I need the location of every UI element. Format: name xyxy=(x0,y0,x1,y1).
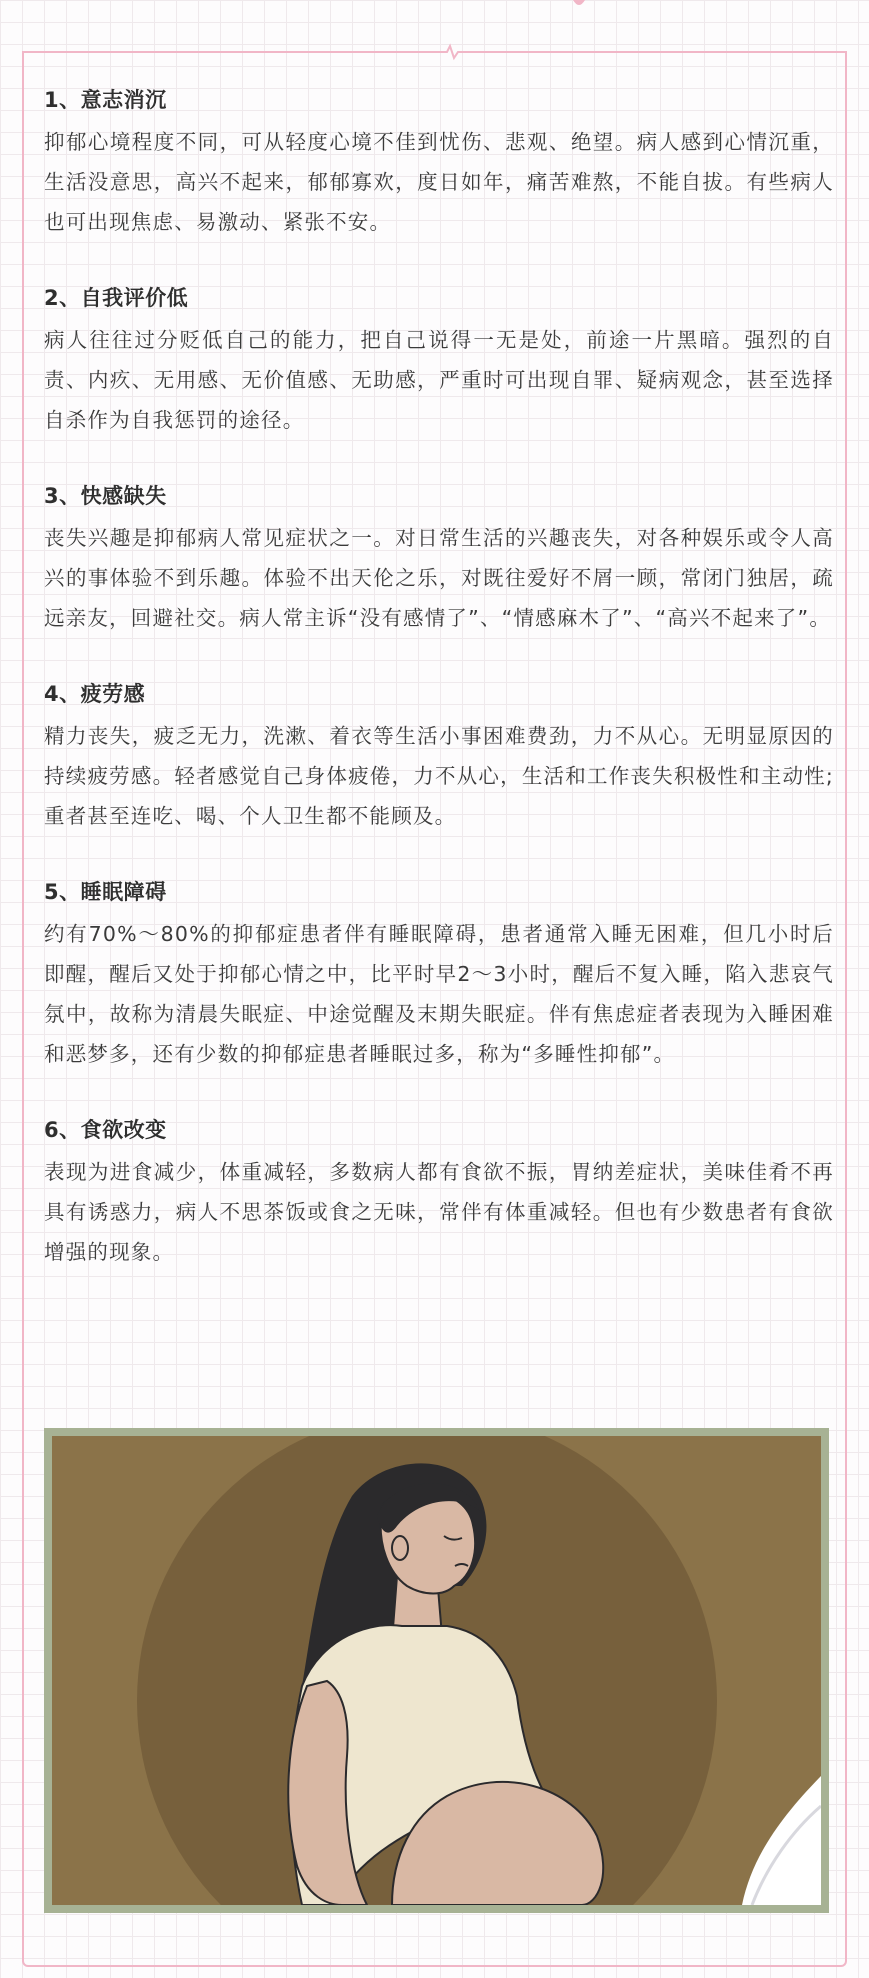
section-heading: 2、自我评价低 xyxy=(44,286,189,310)
section-1 xyxy=(44,82,834,242)
pregnant-woman-illustration xyxy=(44,1428,829,1913)
section-heading: 3、快感缺失 xyxy=(44,484,167,508)
section-body: 表现为进食减少，体重减轻，多数病人都有食欲不振，胃纳差症状，美味佳肴不再具有诱惑力，病人不思茶饭或食之无味，常伴有体重减轻。但也有少数患者有食欲增强的现象。 xyxy=(44,1160,834,1264)
section-heading: 6、食欲改变 xyxy=(44,1118,167,1142)
page-curl-icon xyxy=(742,1776,821,1905)
section-body: 精力丧失，疲乏无力，洗漱、着衣等生活小事困难费劲，力不从心。无明显原因的持续疲劳感。轻者感觉自己身体疲倦，力不从心，生活和工作丧失积极性和主动性;重者甚至连吃、喝、个人卫生都不能顾及。 xyxy=(44,724,834,828)
section-heading: 1、意志消沉 xyxy=(44,88,167,112)
section-4 xyxy=(44,676,834,836)
section-body: 抑郁心境程度不同，可从轻度心境不佳到忧伤、悲观、绝望。病人感到心情沉重，生活没意思，高兴不起来，郁郁寡欢，度日如年，痛苦难熬，不能自拔。有些病人也可出现焦虑、易激动、紧张不安。 xyxy=(44,130,834,234)
section-heading: 4、疲劳感 xyxy=(44,682,146,706)
section-5 xyxy=(44,874,834,1074)
section-2 xyxy=(44,280,834,440)
section-6 xyxy=(44,1112,834,1272)
section-body: 约有70%～80%的抑郁症患者伴有睡眠障碍，患者通常入睡无困难，但几小时后即醒，醒后又处于抑郁心情之中，比平时早2～3小时，醒后不复入睡，陷入悲哀气氛中，故称为清晨失眠症、中途觉醒及末期失眠症。伴有焦虑症者表现为入睡困难和恶梦多，还有少数的抑郁症患者睡眠过多，称为“多睡性抑郁”。 xyxy=(44,922,834,1066)
article-content xyxy=(44,82,834,1310)
section-3 xyxy=(44,478,834,638)
section-body: 丧失兴趣是抑郁病人常见症状之一。对日常生活的兴趣丧失，对各种娱乐或令人高兴的事体验不到乐趣。体验不出天伦之乐，对既往爱好不屑一顾，常闭门独居，疏远亲友，回避社交。病人常主诉“没有感情了”、“情感麻木了”、“高兴不起来了”。 xyxy=(44,526,834,630)
top-dot-icon xyxy=(573,0,585,10)
section-body: 病人往往过分贬低自己的能力，把自己说得一无是处，前途一片黑暗。强烈的自责、内疚、无用感、无价值感、无助感，严重时可出现自罪、疑病观念，甚至选择自杀作为自我惩罚的途径。 xyxy=(44,328,834,432)
section-heading: 5、睡眠障碍 xyxy=(44,880,167,904)
illustration-svg xyxy=(52,1436,821,1905)
